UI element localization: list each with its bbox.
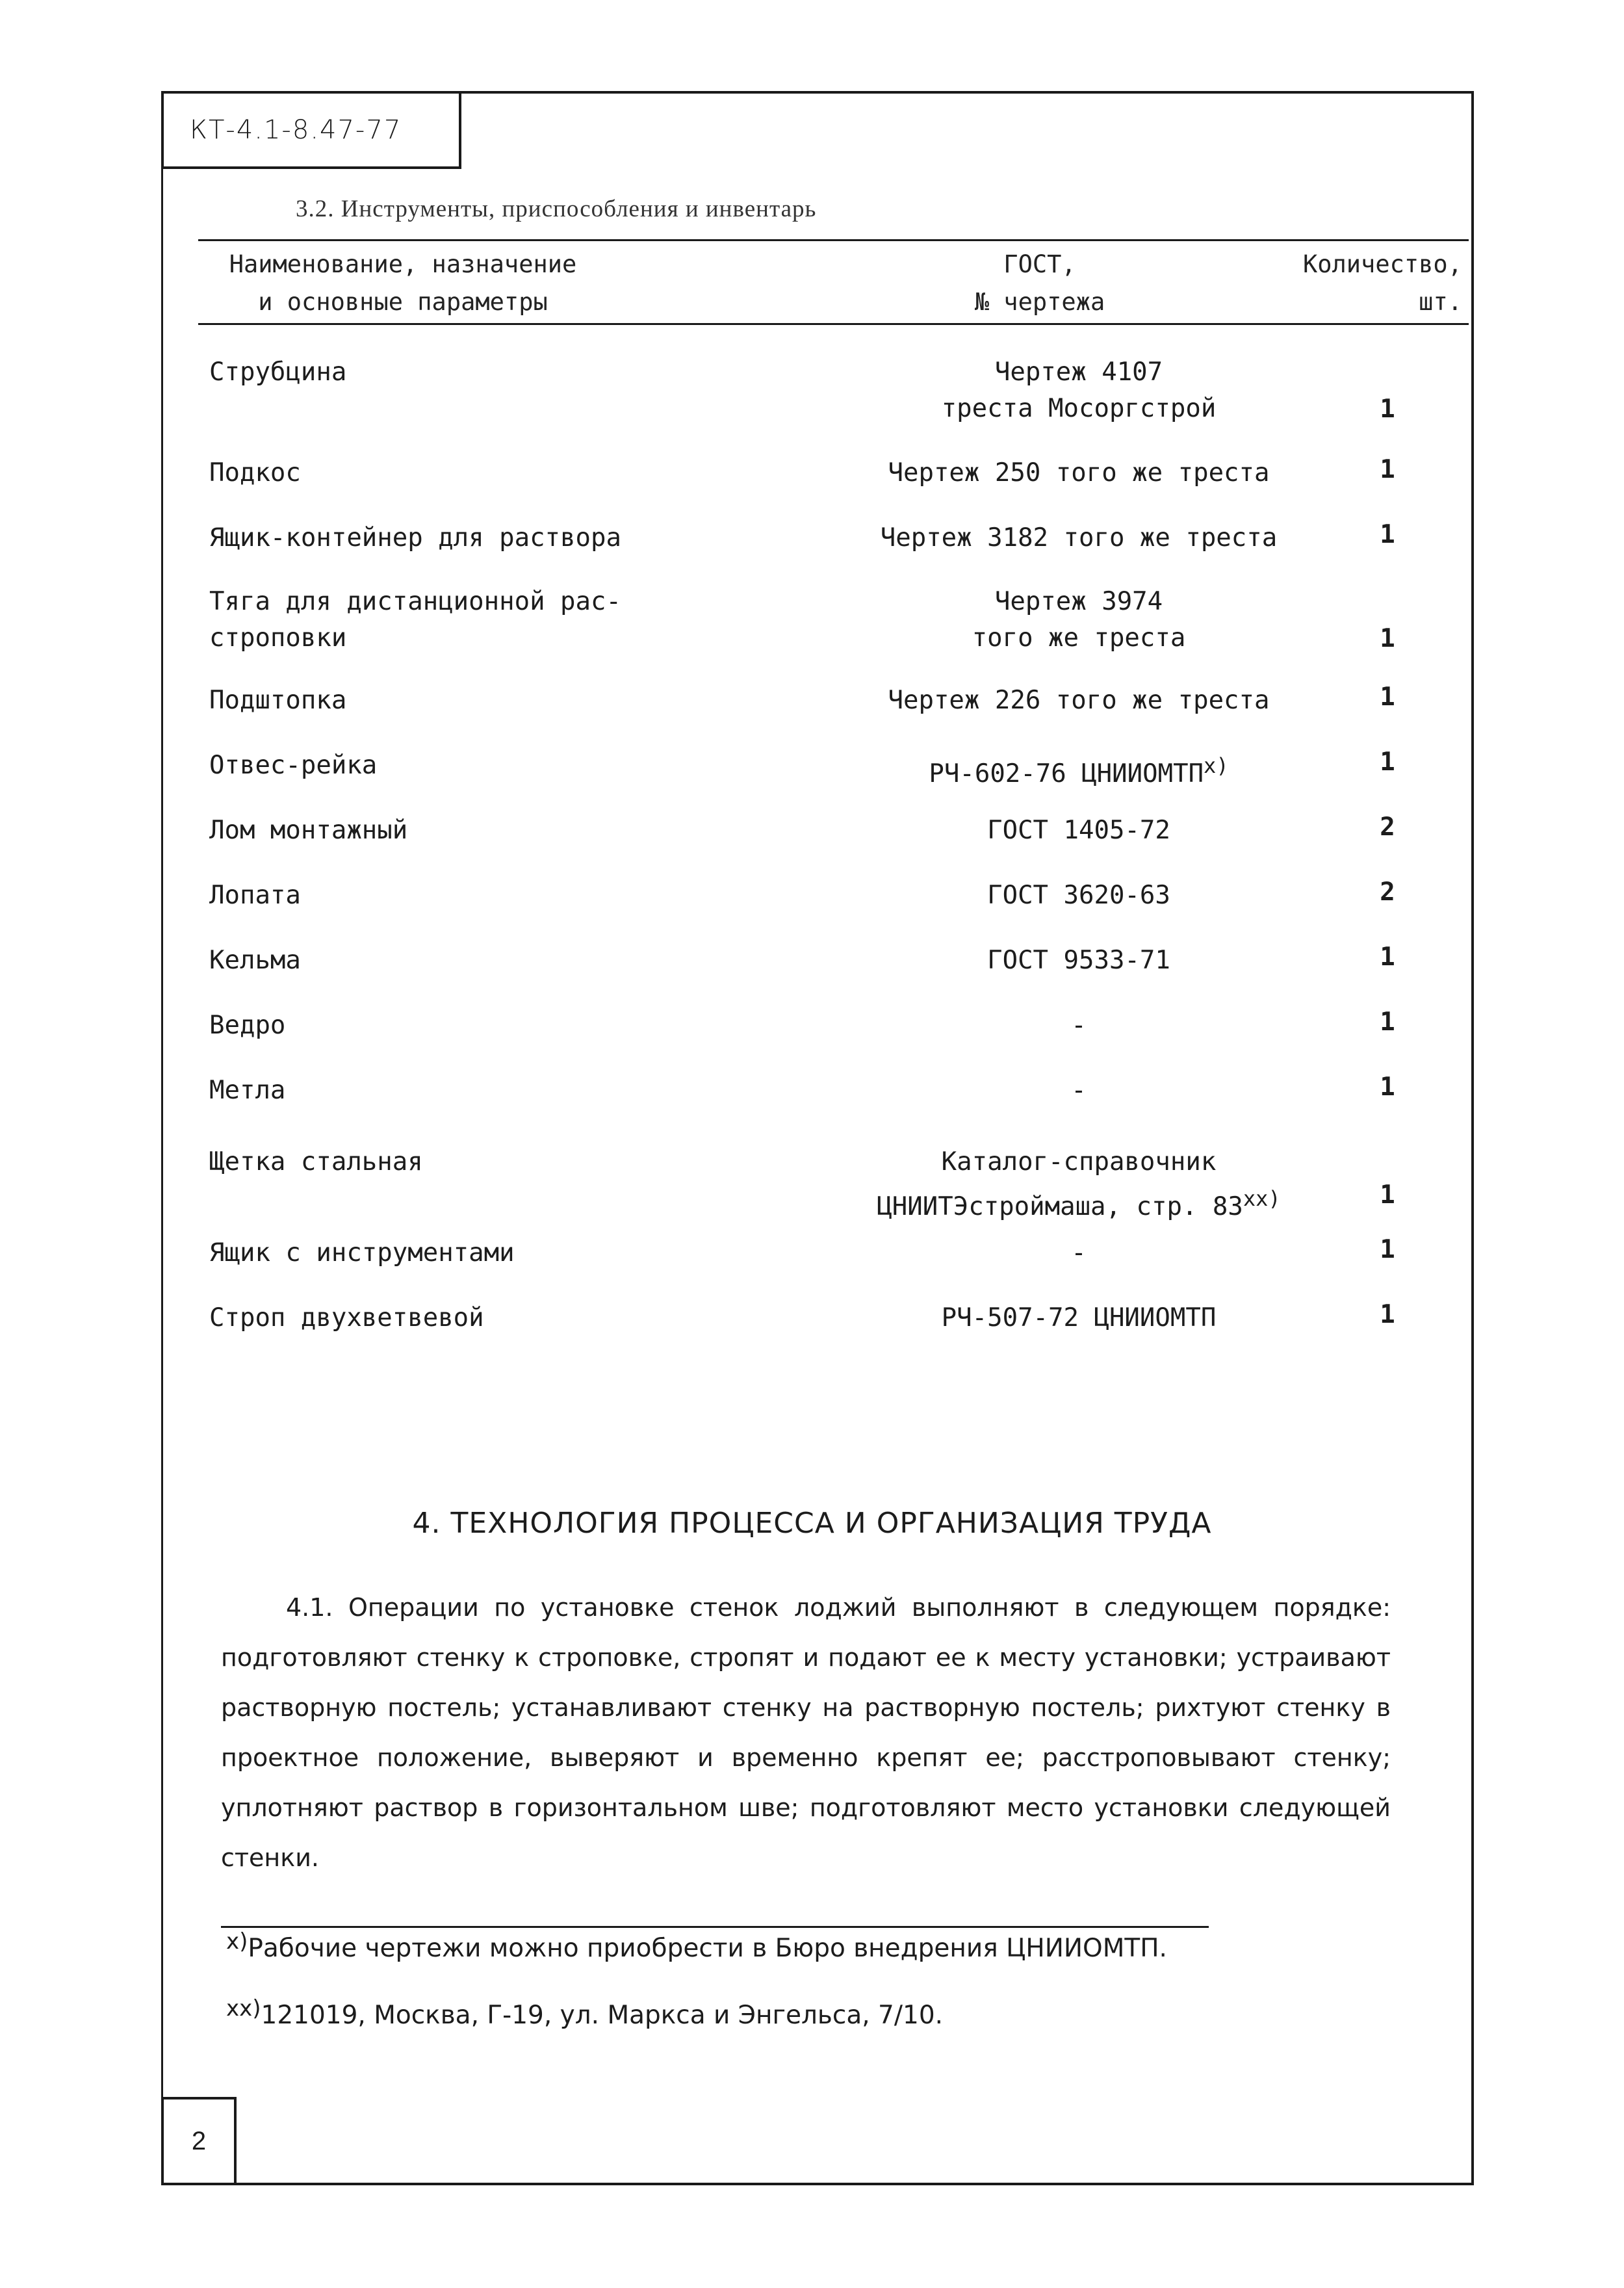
row-quantity: 1	[1380, 395, 1395, 424]
row-quantity: 1	[1380, 624, 1395, 653]
row-name: Отвес-рейка	[209, 751, 378, 780]
row-gost	[858, 354, 1300, 427]
row-name: Подштопка	[209, 686, 347, 715]
table-top-rule	[198, 239, 1469, 241]
row-quantity: 2	[1380, 812, 1395, 842]
row-gost-text: -	[1071, 1238, 1087, 1268]
row-gost	[858, 1144, 1300, 1225]
row-gost-text: ГОСТ 1405-72	[987, 816, 1170, 845]
row-gost-text: Чертеж 250 того же треста	[888, 458, 1270, 488]
row-quantity: 1	[1380, 682, 1395, 712]
row-gost	[858, 1300, 1300, 1336]
row-quantity: 1	[1380, 1235, 1395, 1264]
row-quantity: 1	[1380, 455, 1395, 484]
header-quantity: Количество, шт.	[1302, 250, 1462, 316]
footnote-2: $^{xx)}$121019, Москва, Г-19, ул. Маркса и Энгельса, 7/10.	[226, 1996, 944, 2030]
row-gost-text: Чертеж 226 того же треста	[888, 686, 1270, 715]
page-number: 2	[161, 2097, 237, 2185]
row-quantity: 2	[1380, 878, 1395, 907]
row-name: Строп двухветвевой	[209, 1303, 484, 1332]
row-name: Ведро	[209, 1011, 286, 1040]
row-quantity: 1	[1380, 520, 1395, 549]
row-gost	[858, 520, 1300, 556]
row-name: Струбцина	[209, 358, 347, 387]
row-gost	[858, 942, 1300, 979]
table-header-rule	[198, 323, 1469, 325]
row-name: Подкос	[209, 458, 301, 488]
footnote-mark: xx)	[1243, 1186, 1281, 1211]
row-name: Кельма	[209, 946, 301, 975]
row-gost-text: Чертеж 4107 треста Мосоргстрой	[941, 358, 1217, 423]
row-gost	[858, 584, 1300, 656]
row-name: Лопата	[209, 881, 301, 910]
section-title: 3.2. Инструменты, приспособления и инвентарь	[296, 196, 817, 222]
row-name: Метла	[209, 1076, 286, 1105]
section-4-paragraph: 4.1. Операции по установке стенок лоджий выполняют в следующем порядке: подготовляют стенку к строповке, стропят и подают ее к месту установки; устраивают растворную постель; устанавливают стенку на растворную постель; рихтуют стенку в проектное положение, выверяют и временно крепят ее; расстроповывают стенку; уплотняют раствор в горизонтальном шве; подготовляют место установки следующей стенки.	[221, 1593, 1391, 1872]
section-4-heading: 4. ТЕХНОЛОГИЯ ПРОЦЕССА И ОРГАНИЗАЦИЯ ТРУДА	[412, 1507, 1212, 1540]
row-gost-text: -	[1071, 1076, 1087, 1105]
row-name: Щетка стальная	[209, 1147, 423, 1176]
row-quantity: 1	[1380, 942, 1395, 972]
row-gost-text: Каталог-справочник ЦНИИТЭстроймаша, стр. 83	[877, 1147, 1243, 1221]
footnote-rule	[221, 1926, 1209, 1928]
row-gost	[858, 812, 1300, 849]
row-gost	[858, 682, 1300, 719]
row-gost	[858, 1235, 1300, 1271]
row-quantity: 1	[1380, 748, 1395, 777]
row-gost-text: ГОСТ 3620-63	[987, 881, 1170, 910]
row-name: Ящик с инструментами	[209, 1238, 515, 1268]
footnote-1: $^{x)}$Рабочие чертежи можно приобрести в Бюро внедрения ЦНИИОМТП.	[226, 1929, 1167, 1963]
row-quantity: 1	[1380, 1008, 1395, 1037]
row-quantity: 1	[1380, 1072, 1395, 1102]
row-gost	[858, 1008, 1300, 1044]
row-quantity: 1	[1380, 1180, 1395, 1210]
row-name: Тяга для дистанционной рас- строповки	[209, 587, 621, 653]
row-gost-text: Чертеж 3182 того же треста	[880, 523, 1278, 552]
row-gost	[858, 455, 1300, 491]
row-gost	[858, 748, 1300, 792]
row-gost-text: РЧ-507-72 ЦНИИОМТП	[941, 1303, 1217, 1332]
row-gost	[858, 878, 1300, 914]
row-gost-text: ГОСТ 9533-71	[987, 946, 1170, 975]
row-quantity: 1	[1380, 1300, 1395, 1329]
row-gost-text: -	[1071, 1011, 1087, 1040]
row-name: Лом монтажный	[209, 816, 408, 845]
header-gost: ГОСТ, № чертежа	[974, 250, 1105, 316]
header-name: Наименование, назначение и основные параметры	[229, 250, 577, 316]
document-code: КТ-4.1-8.47-77	[161, 91, 461, 169]
row-gost	[858, 1072, 1300, 1109]
row-name: Ящик-контейнер для раствора	[209, 523, 621, 552]
row-gost-text: РЧ-602-76 ЦНИИОМТП	[929, 759, 1204, 788]
footnote-mark: x)	[1204, 753, 1229, 778]
row-gost-text: Чертеж 3974 того же треста	[972, 587, 1186, 653]
